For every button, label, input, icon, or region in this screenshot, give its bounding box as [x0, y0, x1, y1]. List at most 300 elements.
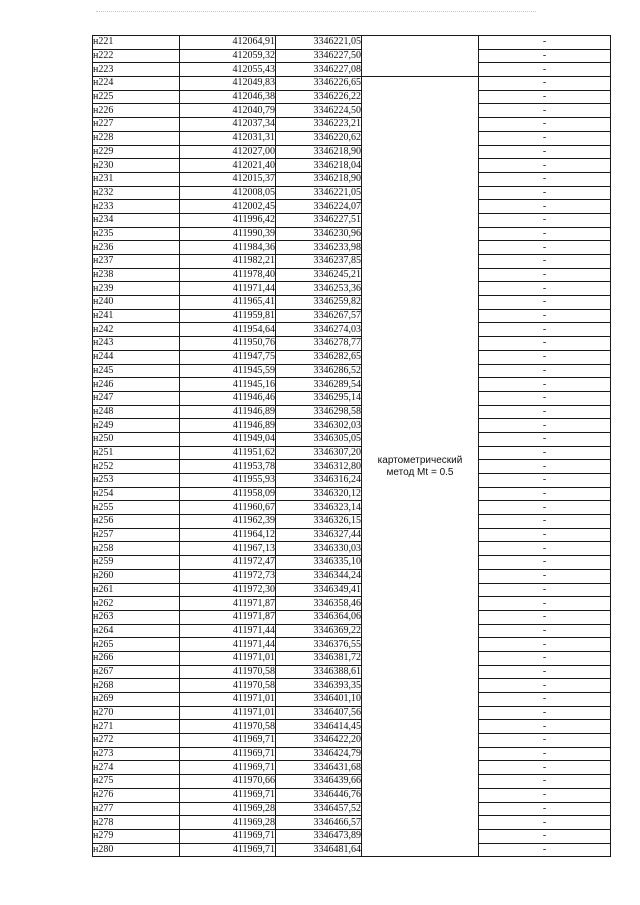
- y-coordinate-cell: 3346431,68: [276, 761, 362, 775]
- mark-cell: -: [479, 775, 611, 789]
- table-row: [93, 364, 611, 378]
- x-coordinate-cell: 411962,39: [180, 515, 276, 529]
- x-coordinate-cell: 411958,09: [180, 487, 276, 501]
- mark-cell: -: [479, 556, 611, 570]
- point-name-cell: н228: [93, 131, 180, 145]
- x-coordinate-cell: 411982,21: [180, 255, 276, 269]
- mark-cell: -: [479, 474, 611, 488]
- x-coordinate-cell: 412064,91: [180, 36, 276, 50]
- y-coordinate-cell: 3346221,05: [276, 186, 362, 200]
- mark-cell: -: [479, 323, 611, 337]
- point-name-cell: н255: [93, 501, 180, 515]
- x-coordinate-cell: 412037,34: [180, 118, 276, 132]
- y-coordinate-cell: 3346381,72: [276, 651, 362, 665]
- method-line-1: картометрический: [377, 454, 463, 466]
- table-row: [93, 720, 611, 734]
- point-name-cell: н251: [93, 446, 180, 460]
- table-row: [93, 255, 611, 269]
- x-coordinate-cell: 411969,28: [180, 802, 276, 816]
- x-coordinate-cell: 411947,75: [180, 350, 276, 364]
- table-row: [93, 597, 611, 611]
- table-row: [93, 816, 611, 830]
- point-name-cell: н265: [93, 638, 180, 652]
- x-coordinate-cell: 412031,31: [180, 131, 276, 145]
- table-row: [93, 501, 611, 515]
- x-coordinate-cell: 411971,44: [180, 624, 276, 638]
- point-name-cell: н247: [93, 391, 180, 405]
- mark-cell: -: [479, 597, 611, 611]
- x-coordinate-cell: 411951,62: [180, 446, 276, 460]
- x-coordinate-cell: 411945,59: [180, 364, 276, 378]
- point-name-cell: н272: [93, 734, 180, 748]
- table-row: [93, 77, 611, 91]
- table-row: [93, 282, 611, 296]
- y-coordinate-cell: 3346327,44: [276, 528, 362, 542]
- table-row: [93, 227, 611, 241]
- x-coordinate-cell: 412040,79: [180, 104, 276, 118]
- table-row: [93, 145, 611, 159]
- table-row: [93, 378, 611, 392]
- mark-cell: -: [479, 761, 611, 775]
- y-coordinate-cell: 3346320,12: [276, 487, 362, 501]
- point-name-cell: н257: [93, 528, 180, 542]
- point-name-cell: н269: [93, 693, 180, 707]
- x-coordinate-cell: 411996,42: [180, 213, 276, 227]
- table-row: [93, 36, 611, 50]
- x-coordinate-cell: 411971,44: [180, 638, 276, 652]
- x-coordinate-cell: 411972,47: [180, 556, 276, 570]
- x-coordinate-cell: 411970,58: [180, 665, 276, 679]
- mark-cell: -: [479, 378, 611, 392]
- point-name-cell: н266: [93, 651, 180, 665]
- table-row: [93, 446, 611, 460]
- y-coordinate-cell: 3346305,05: [276, 432, 362, 446]
- x-coordinate-cell: 411971,87: [180, 597, 276, 611]
- y-coordinate-cell: 3346221,05: [276, 36, 362, 50]
- x-coordinate-cell: 412002,45: [180, 200, 276, 214]
- y-coordinate-cell: 3346376,55: [276, 638, 362, 652]
- table-row: [93, 665, 611, 679]
- mark-cell: -: [479, 337, 611, 351]
- y-coordinate-cell: 3346446,76: [276, 788, 362, 802]
- y-coordinate-cell: 3346289,54: [276, 378, 362, 392]
- x-coordinate-cell: 411950,76: [180, 337, 276, 351]
- y-coordinate-cell: 3346286,52: [276, 364, 362, 378]
- x-coordinate-cell: 412046,38: [180, 90, 276, 104]
- x-coordinate-cell: 412027,00: [180, 145, 276, 159]
- point-name-cell: н226: [93, 104, 180, 118]
- point-name-cell: н249: [93, 419, 180, 433]
- point-name-cell: н279: [93, 829, 180, 843]
- point-name-cell: н237: [93, 255, 180, 269]
- table-row: [93, 419, 611, 433]
- point-name-cell: н222: [93, 49, 180, 63]
- y-coordinate-cell: 3346223,21: [276, 118, 362, 132]
- y-coordinate-cell: 3346295,14: [276, 391, 362, 405]
- point-name-cell: н263: [93, 610, 180, 624]
- x-coordinate-cell: 412055,43: [180, 63, 276, 77]
- table-row: [93, 788, 611, 802]
- x-coordinate-cell: 411955,93: [180, 474, 276, 488]
- table-row: [93, 432, 611, 446]
- point-name-cell: н262: [93, 597, 180, 611]
- table-row: [93, 487, 611, 501]
- x-coordinate-cell: 411965,41: [180, 296, 276, 310]
- mark-cell: -: [479, 610, 611, 624]
- point-name-cell: н241: [93, 309, 180, 323]
- table-row: [93, 104, 611, 118]
- mark-cell: -: [479, 309, 611, 323]
- mark-cell: -: [479, 706, 611, 720]
- mark-cell: -: [479, 391, 611, 405]
- y-coordinate-cell: 3346267,57: [276, 309, 362, 323]
- mark-cell: -: [479, 720, 611, 734]
- point-name-cell: н238: [93, 268, 180, 282]
- point-name-cell: н239: [93, 282, 180, 296]
- y-coordinate-cell: 3346227,50: [276, 49, 362, 63]
- point-name-cell: н227: [93, 118, 180, 132]
- x-coordinate-cell: 411984,36: [180, 241, 276, 255]
- table-row: [93, 186, 611, 200]
- point-name-cell: н242: [93, 323, 180, 337]
- mark-cell: -: [479, 241, 611, 255]
- mark-cell: -: [479, 118, 611, 132]
- table-row: [93, 172, 611, 186]
- y-coordinate-cell: 3346344,24: [276, 569, 362, 583]
- x-coordinate-cell: 411971,87: [180, 610, 276, 624]
- x-coordinate-cell: 411946,89: [180, 419, 276, 433]
- mark-cell: -: [479, 268, 611, 282]
- x-coordinate-cell: 411969,71: [180, 747, 276, 761]
- table-row: [93, 268, 611, 282]
- point-name-cell: н278: [93, 816, 180, 830]
- mark-cell: -: [479, 679, 611, 693]
- mark-cell: -: [479, 63, 611, 77]
- x-coordinate-cell: 412008,05: [180, 186, 276, 200]
- y-coordinate-cell: 3346401,10: [276, 693, 362, 707]
- mark-cell: -: [479, 77, 611, 91]
- point-name-cell: н273: [93, 747, 180, 761]
- x-coordinate-cell: 412021,40: [180, 159, 276, 173]
- point-name-cell: н268: [93, 679, 180, 693]
- point-name-cell: н280: [93, 843, 180, 857]
- mark-cell: -: [479, 131, 611, 145]
- mark-cell: -: [479, 460, 611, 474]
- y-coordinate-cell: 3346230,96: [276, 227, 362, 241]
- x-coordinate-cell: 411970,58: [180, 720, 276, 734]
- table-row: [93, 569, 611, 583]
- coordinates-table-body: [93, 36, 611, 857]
- x-coordinate-cell: 411969,28: [180, 816, 276, 830]
- mark-cell: -: [479, 651, 611, 665]
- x-coordinate-cell: 411969,71: [180, 829, 276, 843]
- table-row: [93, 734, 611, 748]
- mark-cell: -: [479, 583, 611, 597]
- point-name-cell: н234: [93, 213, 180, 227]
- y-coordinate-cell: 3346330,03: [276, 542, 362, 556]
- table-row: [93, 542, 611, 556]
- y-coordinate-cell: 3346233,98: [276, 241, 362, 255]
- point-name-cell: н270: [93, 706, 180, 720]
- point-name-cell: н264: [93, 624, 180, 638]
- y-coordinate-cell: 3346424,79: [276, 747, 362, 761]
- mark-cell: -: [479, 843, 611, 857]
- point-name-cell: н275: [93, 775, 180, 789]
- mark-cell: -: [479, 227, 611, 241]
- table-row: [93, 775, 611, 789]
- y-coordinate-cell: 3346388,61: [276, 665, 362, 679]
- mark-cell: -: [479, 419, 611, 433]
- table-row: [93, 118, 611, 132]
- mark-cell: -: [479, 788, 611, 802]
- mark-cell: -: [479, 36, 611, 50]
- point-name-cell: н260: [93, 569, 180, 583]
- y-coordinate-cell: 3346227,51: [276, 213, 362, 227]
- y-coordinate-cell: 3346226,65: [276, 77, 362, 91]
- point-name-cell: н246: [93, 378, 180, 392]
- x-coordinate-cell: 411967,13: [180, 542, 276, 556]
- table-row: [93, 638, 611, 652]
- x-coordinate-cell: 411972,30: [180, 583, 276, 597]
- mark-cell: -: [479, 432, 611, 446]
- point-name-cell: н277: [93, 802, 180, 816]
- mark-cell: -: [479, 693, 611, 707]
- table-row: [93, 350, 611, 364]
- x-coordinate-cell: 411959,81: [180, 309, 276, 323]
- table-row: [93, 474, 611, 488]
- y-coordinate-cell: 3346466,57: [276, 816, 362, 830]
- mark-cell: -: [479, 638, 611, 652]
- x-coordinate-cell: 411971,01: [180, 706, 276, 720]
- mark-cell: -: [479, 213, 611, 227]
- table-row: [93, 693, 611, 707]
- y-coordinate-cell: 3346439,66: [276, 775, 362, 789]
- point-name-cell: н231: [93, 172, 180, 186]
- y-coordinate-cell: 3346218,90: [276, 172, 362, 186]
- table-row: [93, 309, 611, 323]
- table-row: [93, 90, 611, 104]
- mark-cell: -: [479, 255, 611, 269]
- y-coordinate-cell: 3346364,06: [276, 610, 362, 624]
- mark-cell: -: [479, 172, 611, 186]
- x-coordinate-cell: 411969,71: [180, 734, 276, 748]
- y-coordinate-cell: 3346282,65: [276, 350, 362, 364]
- point-name-cell: н223: [93, 63, 180, 77]
- x-coordinate-cell: 412059,32: [180, 49, 276, 63]
- x-coordinate-cell: 411990,39: [180, 227, 276, 241]
- y-coordinate-cell: 3346224,07: [276, 200, 362, 214]
- y-coordinate-cell: 3346326,15: [276, 515, 362, 529]
- x-coordinate-cell: 411969,71: [180, 761, 276, 775]
- point-name-cell: н229: [93, 145, 180, 159]
- y-coordinate-cell: 3346457,52: [276, 802, 362, 816]
- x-coordinate-cell: 411946,89: [180, 405, 276, 419]
- mark-cell: -: [479, 734, 611, 748]
- point-name-cell: н250: [93, 432, 180, 446]
- x-coordinate-cell: 411969,71: [180, 788, 276, 802]
- x-coordinate-cell: 411969,71: [180, 843, 276, 857]
- point-name-cell: н245: [93, 364, 180, 378]
- point-name-cell: н258: [93, 542, 180, 556]
- y-coordinate-cell: 3346358,46: [276, 597, 362, 611]
- method-line-2: метод Mt = 0.5: [386, 466, 454, 478]
- point-name-cell: н253: [93, 474, 180, 488]
- y-coordinate-cell: 3346323,14: [276, 501, 362, 515]
- x-coordinate-cell: 411971,01: [180, 651, 276, 665]
- x-coordinate-cell: 412049,83: [180, 77, 276, 91]
- y-coordinate-cell: 3346278,77: [276, 337, 362, 351]
- point-name-cell: н261: [93, 583, 180, 597]
- table-row: [93, 131, 611, 145]
- point-name-cell: н225: [93, 90, 180, 104]
- mark-cell: -: [479, 829, 611, 843]
- y-coordinate-cell: 3346298,58: [276, 405, 362, 419]
- table-row: [93, 391, 611, 405]
- y-coordinate-cell: 3346422,20: [276, 734, 362, 748]
- point-name-cell: н224: [93, 77, 180, 91]
- y-coordinate-cell: 3346237,85: [276, 255, 362, 269]
- table-row: [93, 802, 611, 816]
- table-row: [93, 241, 611, 255]
- mark-cell: -: [479, 90, 611, 104]
- scan-top-line: [96, 11, 536, 12]
- point-name-cell: н248: [93, 405, 180, 419]
- y-coordinate-cell: 3346224,50: [276, 104, 362, 118]
- point-name-cell: н240: [93, 296, 180, 310]
- y-coordinate-cell: 3346226,22: [276, 90, 362, 104]
- y-coordinate-cell: 3346407,56: [276, 706, 362, 720]
- mark-cell: -: [479, 501, 611, 515]
- table-row: [93, 583, 611, 597]
- mark-cell: -: [479, 200, 611, 214]
- x-coordinate-cell: 411954,64: [180, 323, 276, 337]
- x-coordinate-cell: 412015,37: [180, 172, 276, 186]
- y-coordinate-cell: 3346316,24: [276, 474, 362, 488]
- table-row: [93, 460, 611, 474]
- mark-cell: -: [479, 282, 611, 296]
- point-name-cell: н274: [93, 761, 180, 775]
- mark-cell: -: [479, 446, 611, 460]
- x-coordinate-cell: 411945,16: [180, 378, 276, 392]
- x-coordinate-cell: 411946,46: [180, 391, 276, 405]
- y-coordinate-cell: 3346227,08: [276, 63, 362, 77]
- point-name-cell: н252: [93, 460, 180, 474]
- table-row: [93, 213, 611, 227]
- mark-cell: -: [479, 528, 611, 542]
- table-row: [93, 761, 611, 775]
- table-row: [93, 556, 611, 570]
- point-name-cell: н254: [93, 487, 180, 501]
- mark-cell: -: [479, 515, 611, 529]
- point-name-cell: н244: [93, 350, 180, 364]
- table-row: [93, 843, 611, 857]
- method-cell: [362, 77, 479, 857]
- mark-cell: -: [479, 665, 611, 679]
- point-name-cell: н271: [93, 720, 180, 734]
- x-coordinate-cell: 411970,66: [180, 775, 276, 789]
- x-coordinate-cell: 411964,12: [180, 528, 276, 542]
- x-coordinate-cell: 411949,04: [180, 432, 276, 446]
- table-row: [93, 706, 611, 720]
- y-coordinate-cell: 3346481,64: [276, 843, 362, 857]
- point-name-cell: н233: [93, 200, 180, 214]
- x-coordinate-cell: 411960,67: [180, 501, 276, 515]
- mark-cell: -: [479, 747, 611, 761]
- table-row: [93, 337, 611, 351]
- table-row: [93, 63, 611, 77]
- mark-cell: -: [479, 145, 611, 159]
- table-row: [93, 515, 611, 529]
- point-name-cell: н256: [93, 515, 180, 529]
- mark-cell: -: [479, 802, 611, 816]
- point-name-cell: н230: [93, 159, 180, 173]
- y-coordinate-cell: 3346302,03: [276, 419, 362, 433]
- point-name-cell: н259: [93, 556, 180, 570]
- point-name-cell: н267: [93, 665, 180, 679]
- y-coordinate-cell: 3346218,90: [276, 145, 362, 159]
- y-coordinate-cell: 3346218,04: [276, 159, 362, 173]
- mark-cell: -: [479, 487, 611, 501]
- table-row: [93, 323, 611, 337]
- point-name-cell: н236: [93, 241, 180, 255]
- mark-cell: -: [479, 49, 611, 63]
- table-row: [93, 679, 611, 693]
- mark-cell: -: [479, 186, 611, 200]
- table-row: [93, 651, 611, 665]
- point-name-cell: н243: [93, 337, 180, 351]
- y-coordinate-cell: 3346312,80: [276, 460, 362, 474]
- table-row: [93, 829, 611, 843]
- mark-cell: -: [479, 624, 611, 638]
- point-name-cell: н276: [93, 788, 180, 802]
- mark-cell: -: [479, 405, 611, 419]
- x-coordinate-cell: 411971,01: [180, 693, 276, 707]
- y-coordinate-cell: 3346245,21: [276, 268, 362, 282]
- table-row: [93, 624, 611, 638]
- table-row: [93, 200, 611, 214]
- y-coordinate-cell: 3346349,41: [276, 583, 362, 597]
- mark-cell: -: [479, 296, 611, 310]
- y-coordinate-cell: 3346253,36: [276, 282, 362, 296]
- y-coordinate-cell: 3346220,62: [276, 131, 362, 145]
- y-coordinate-cell: 3346393,35: [276, 679, 362, 693]
- y-coordinate-cell: 3346259,82: [276, 296, 362, 310]
- table-row: [93, 610, 611, 624]
- mark-cell: -: [479, 350, 611, 364]
- x-coordinate-cell: 411972,73: [180, 569, 276, 583]
- x-coordinate-cell: 411978,40: [180, 268, 276, 282]
- mark-cell: -: [479, 104, 611, 118]
- y-coordinate-cell: 3346473,89: [276, 829, 362, 843]
- table-row: [93, 296, 611, 310]
- x-coordinate-cell: 411953,78: [180, 460, 276, 474]
- y-coordinate-cell: 3346274,03: [276, 323, 362, 337]
- method-cell-group-1: [362, 36, 479, 77]
- table-row: [93, 747, 611, 761]
- table-row: [93, 49, 611, 63]
- y-coordinate-cell: 3346414,45: [276, 720, 362, 734]
- x-coordinate-cell: 411971,44: [180, 282, 276, 296]
- mark-cell: -: [479, 542, 611, 556]
- table-row: [93, 528, 611, 542]
- y-coordinate-cell: 3346335,10: [276, 556, 362, 570]
- point-name-cell: н232: [93, 186, 180, 200]
- point-name-cell: н235: [93, 227, 180, 241]
- coordinates-table: [92, 35, 611, 857]
- mark-cell: -: [479, 569, 611, 583]
- mark-cell: -: [479, 816, 611, 830]
- x-coordinate-cell: 411970,58: [180, 679, 276, 693]
